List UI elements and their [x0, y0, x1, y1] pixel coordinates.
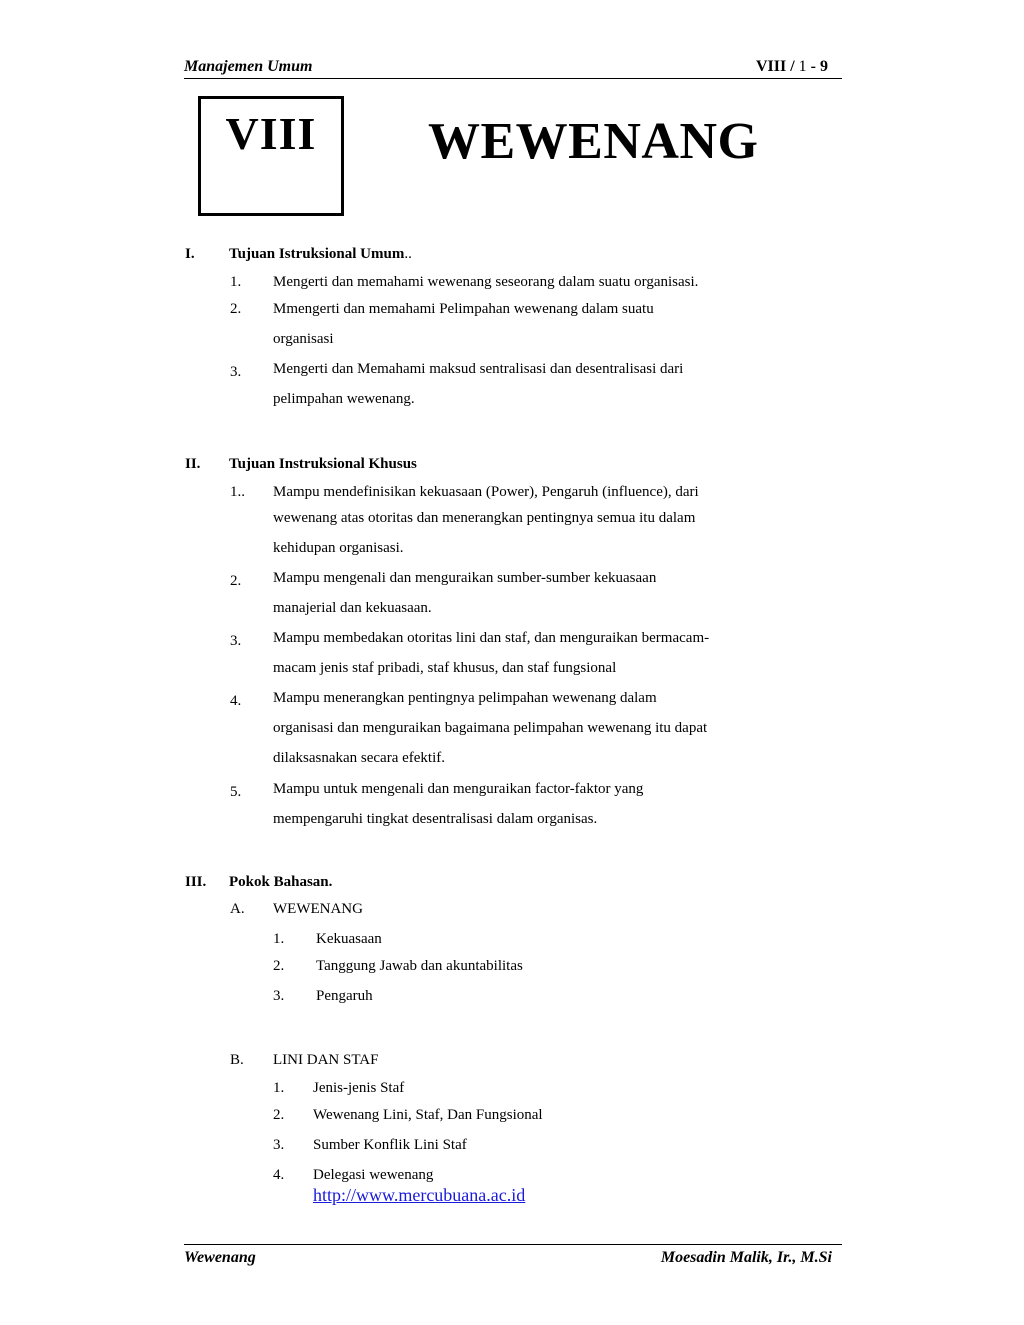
header-course-title: Manajemen Umum	[184, 58, 313, 75]
part-b-item-1-num: 1.	[273, 1080, 285, 1096]
part-a-letter: A.	[230, 901, 245, 917]
s1-item-1-num: 1.	[230, 274, 242, 290]
part-a-item-3-num: 3.	[273, 988, 285, 1004]
page-suffix: - 9	[810, 58, 828, 75]
page-current: 1	[798, 58, 807, 75]
s2-item-4-line-1: Mampu menerangkan pentingnya pelimpahan wewenang dalam	[273, 690, 657, 706]
s1-item-3-line-2: pelimpahan wewenang.	[273, 391, 415, 407]
s1-item-2-num: 2.	[230, 301, 242, 317]
section-1-heading	[229, 245, 412, 263]
part-b-item-4-num: 4.	[273, 1167, 285, 1183]
s2-item-4-line-3: dilaksasnakan secara efektif.	[273, 750, 445, 766]
s1-item-3-line-1: Mengerti dan Memahami maksud sentralisasi dan desentralisasi dari	[273, 361, 684, 377]
s1-item-2-line-1: Mmengerti dan memahami Pelimpahan wewenang dalam suatu	[273, 301, 654, 317]
part-a-item-2-num: 2.	[273, 958, 285, 974]
part-a-item-2-text: Tanggung Jawab dan akuntabilitas	[316, 958, 523, 974]
s1-item-3-num: 3.	[230, 364, 242, 380]
page-prefix: VIII /	[755, 58, 795, 75]
s2-item-2-line-2: manajerial dan kekuasaan.	[273, 600, 432, 616]
s2-item-3-num: 3.	[230, 633, 242, 649]
s2-item-5-num: 5.	[230, 784, 242, 800]
part-b-letter: B.	[230, 1052, 244, 1068]
footer-divider	[184, 1244, 842, 1245]
s2-item-2-line-1: Mampu mengenali dan menguraikan sumber-sumber kekuasaan	[273, 570, 657, 586]
section-2-title: Tujuan Instruksional Khusus	[229, 456, 417, 472]
s2-item-1-line-3: kehidupan organisasi.	[273, 540, 404, 556]
part-b-item-3-text: Sumber Konflik Lini Staf	[313, 1137, 467, 1153]
section-1-title: Tujuan Istruksional Umum	[229, 246, 405, 262]
part-b-item-2-num: 2.	[273, 1107, 285, 1123]
s2-item-4-line-2: organisasi dan menguraikan bagaimana pelimpahan wewenang itu dapat	[273, 720, 708, 736]
section-3-title: Pokok Bahasan.	[229, 874, 333, 890]
s2-item-3-line-2: macam jenis staf pribadi, staf khusus, dan staf fungsional	[273, 660, 617, 676]
website-link[interactable]: http://www.mercubuana.ac.id	[313, 1185, 526, 1205]
part-b-item-3-num: 3.	[273, 1137, 285, 1153]
footer-chapter-name: Wewenang	[184, 1249, 256, 1266]
s1-item-2-line-2: organisasi	[273, 331, 334, 347]
section-1-numeral: I.	[185, 246, 195, 262]
s2-item-2-num: 2.	[230, 573, 242, 589]
header-page-number	[756, 58, 828, 76]
part-a-item-3-text: Pengaruh	[316, 988, 373, 1004]
s2-item-4-num: 4.	[230, 693, 242, 709]
s2-item-1-line-1: Mampu mendefinisikan kekuasaan (Power), Pengaruh (influence), dari	[273, 484, 699, 500]
chapter-number-box	[198, 96, 344, 216]
section-2-numeral: II.	[185, 456, 201, 472]
s1-item-1-line-1: Mengerti dan memahami wewenang seseorang dalam suatu organisasi.	[273, 274, 699, 290]
section-3-numeral: III.	[185, 874, 207, 890]
section-1-title-suffix: ..	[404, 246, 412, 262]
part-b-item-1-text: Jenis-jenis Staf	[313, 1080, 405, 1096]
s2-item-1-line-2: wewenang atas otoritas dan menerangkan pentingnya semua itu dalam	[273, 510, 696, 526]
s2-item-5-line-1: Mampu untuk mengenali dan menguraikan factor-faktor yang	[273, 781, 644, 797]
chapter-number: VIII	[225, 108, 317, 159]
part-a-title: WEWENANG	[273, 901, 363, 917]
header-divider	[184, 78, 842, 79]
part-b-item-2-text: Wewenang Lini, Staf, Dan Fungsional	[313, 1107, 543, 1123]
part-b-item-4-text: Delegasi wewenang	[313, 1167, 434, 1183]
chapter-title: WEWENANG	[428, 113, 759, 170]
s2-item-3-line-1: Mampu membedakan otoritas lini dan staf, dan menguraikan bermacam-	[273, 630, 710, 646]
footer-author: Moesadin Malik, Ir., M.Si	[660, 1249, 832, 1266]
s2-item-1-num: 1..	[230, 484, 245, 500]
part-a-item-1-text: Kekuasaan	[316, 931, 382, 947]
part-a-item-1-num: 1.	[273, 931, 285, 947]
part-b-title: LINI DAN STAF	[273, 1052, 379, 1068]
s2-item-5-line-2: mempengaruhi tingkat desentralisasi dalam organisas.	[273, 811, 598, 827]
